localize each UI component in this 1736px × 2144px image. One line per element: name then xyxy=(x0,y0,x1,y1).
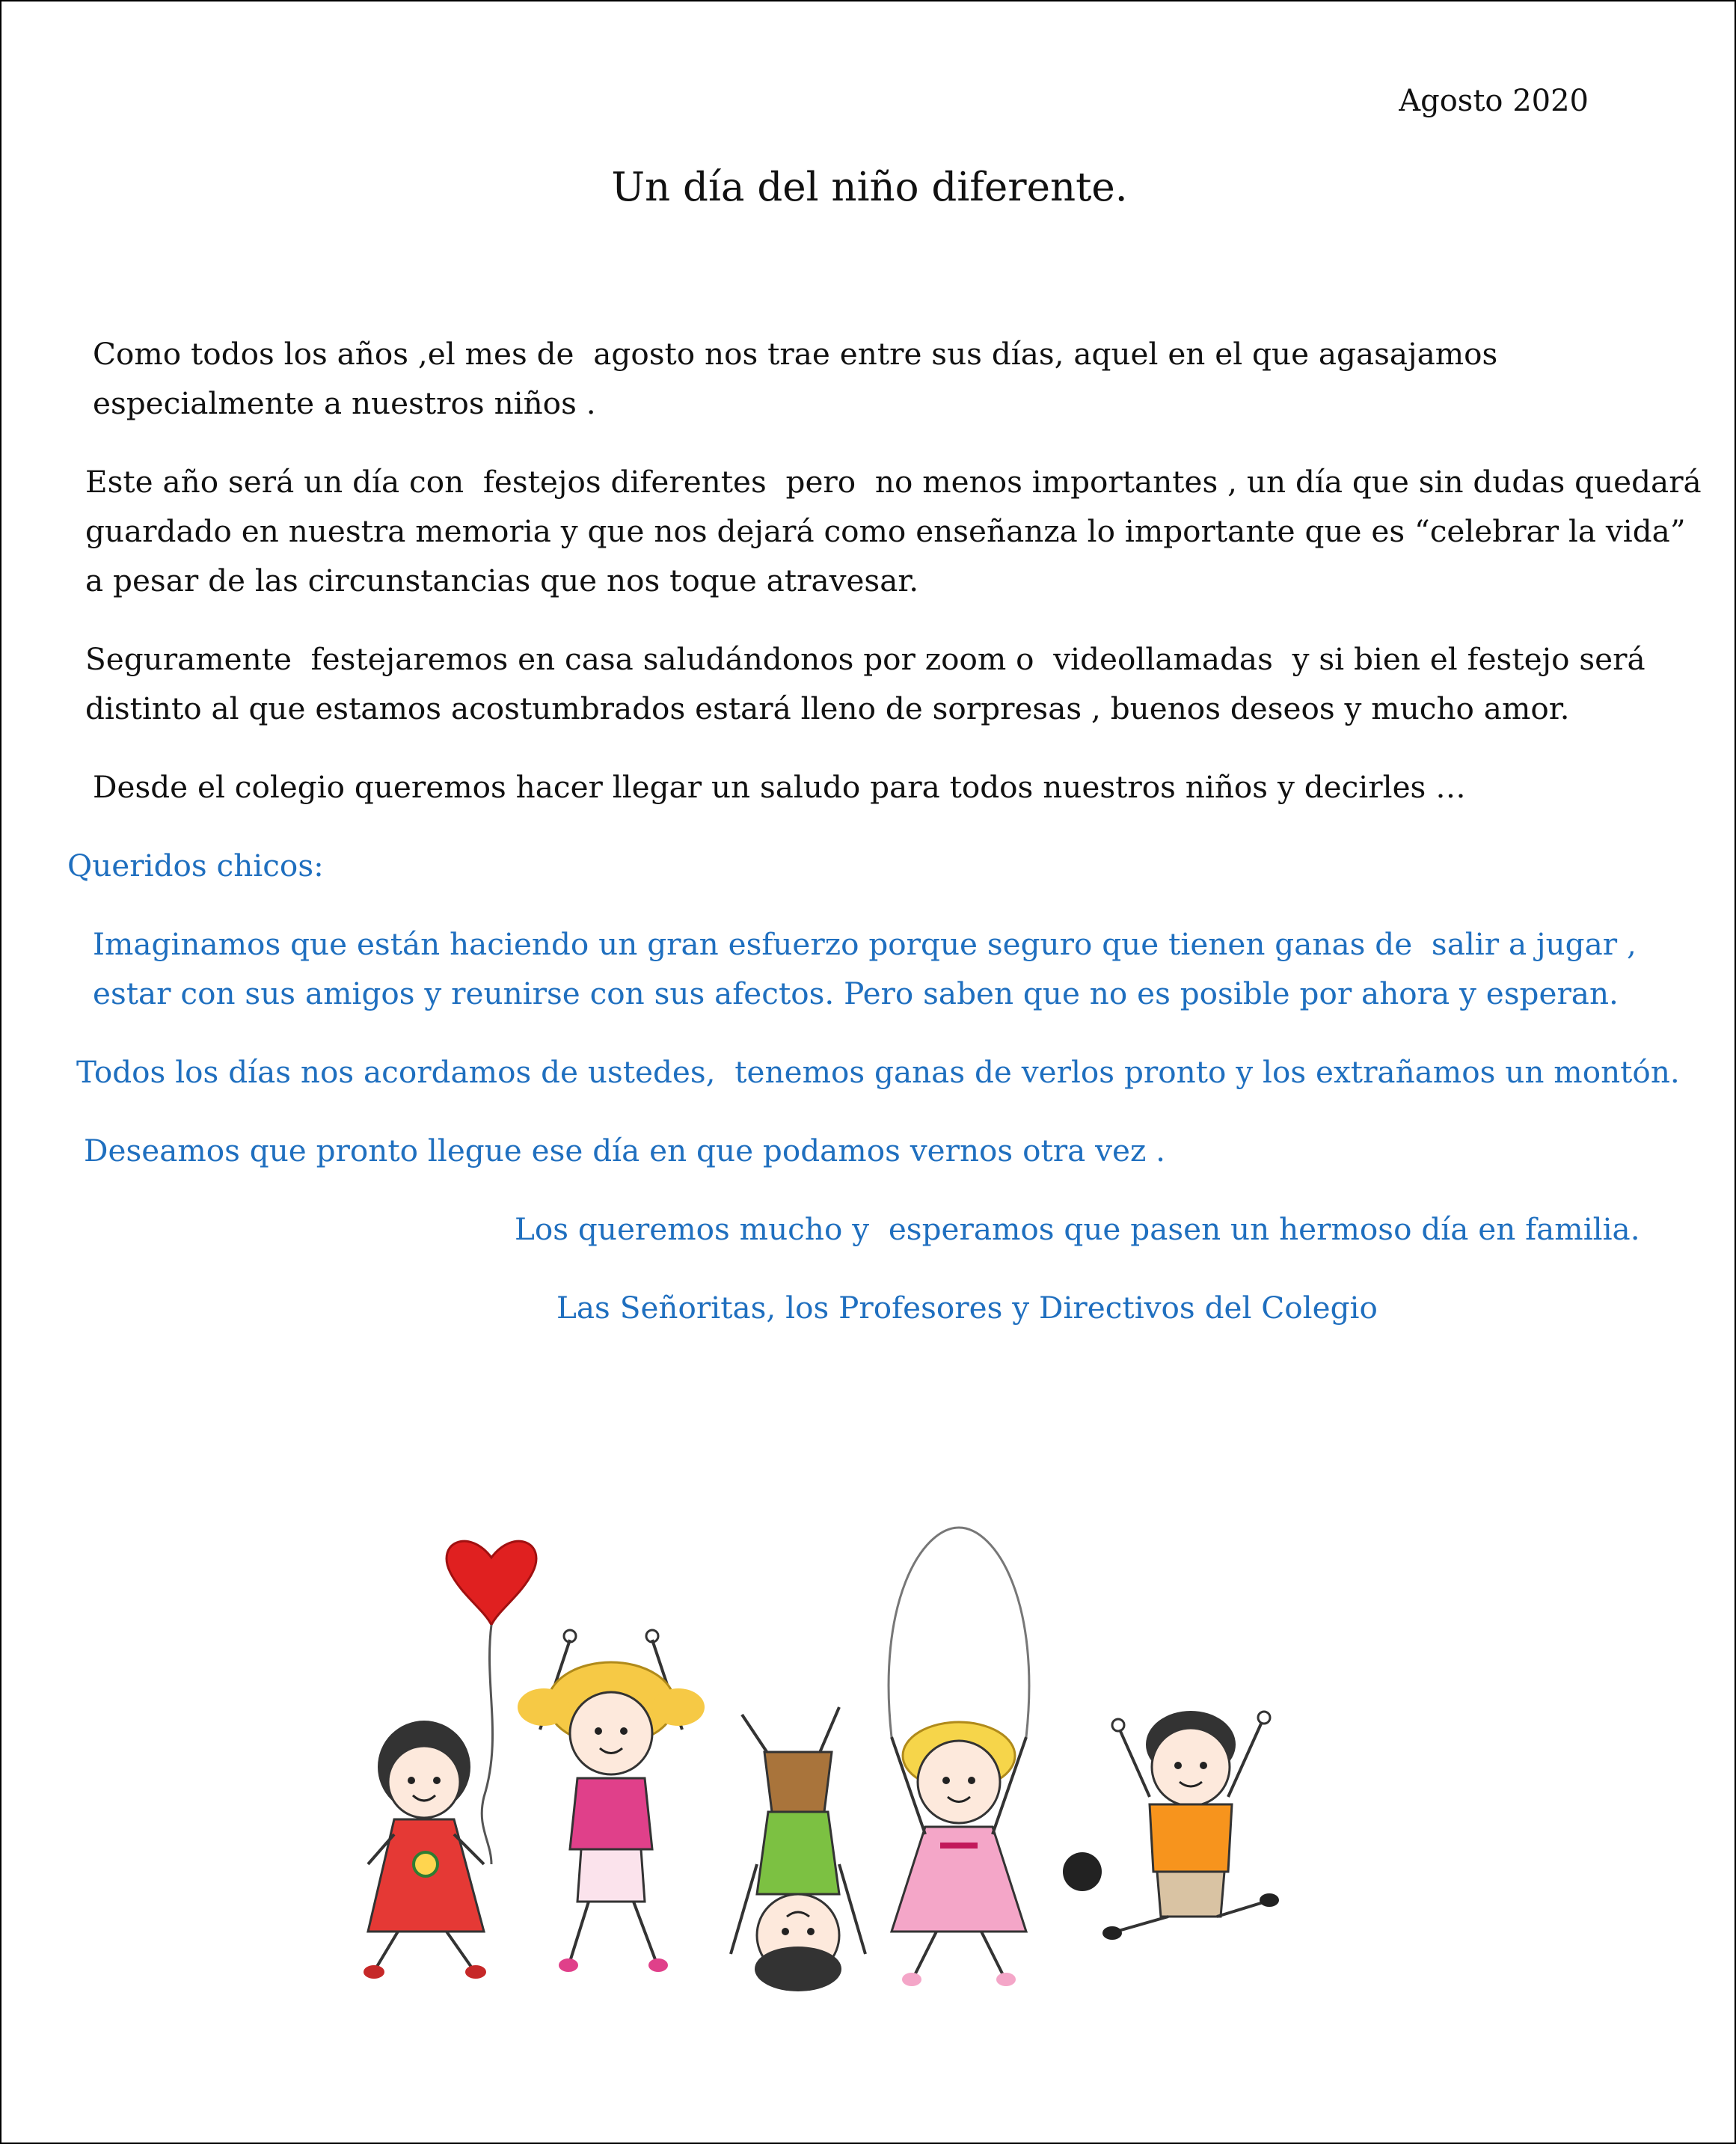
letter-paragraph: Imaginamos que están haciendo un gran esfuerzo porque seguro que tienen ganas de salir a jugar , estar con sus amigos y reunirse con sus afectos. Pero saben que no es posible por ahora y esperan. xyxy=(93,926,1646,1011)
girl-with-balloon xyxy=(364,1541,536,1979)
girl-with-pigtails xyxy=(518,1630,705,1972)
boy-upside-down xyxy=(731,1707,865,1991)
paragraph-this-year: Este año será un día con festejos diferentes pero no menos importantes , un día que sin dudas quedará guardado en nuestra memoria y que nos dejará como enseñanza lo importante que es “celebrar la vida” a pesar de las circunstancias que nos toque atravesar. xyxy=(85,464,1711,598)
jump-rope xyxy=(889,1528,1029,1737)
pink-shirt xyxy=(570,1778,652,1849)
ball xyxy=(1063,1852,1102,1891)
orange-shirt xyxy=(1150,1804,1232,1872)
document-date: Agosto 2020 xyxy=(1399,84,1589,118)
green-shirt xyxy=(757,1812,839,1894)
girl-with-jump-rope xyxy=(889,1528,1029,1986)
letter-signature: Las Señoritas, los Profesores y Directivos del Colegio xyxy=(556,1290,1378,1326)
paragraph-greeting-intro: Desde el colegio queremos hacer llegar un saludo para todos nuestros niños y decirles … xyxy=(93,769,1466,805)
letter-closing: Los queremos mucho y esperamos que pasen un hermoso día en familia. xyxy=(515,1211,1640,1247)
document-body xyxy=(67,329,1713,1362)
children-playing-illustration xyxy=(323,1513,1445,2021)
letter-greeting: Queridos chicos: xyxy=(67,848,324,883)
paragraph-intro: Como todos los años ,el mes de agosto nos trae entre sus días, aquel en el que agasajamos especialmente a nuestros niños . xyxy=(93,336,1508,421)
boy-kicking-ball xyxy=(1063,1711,1279,1940)
paragraph-celebration: Seguramente festejaremos en casa saludándonos por zoom o videollamadas y si bien el festejo será distinto al que estamos acostumbrados estará lleno de sorpresas , buenos deseos y mucho amor. xyxy=(85,641,1655,726)
heart-balloon xyxy=(447,1541,536,1625)
letter-paragraph: Todos los días nos acordamos de ustedes, tenemos ganas de verlos pronto y los extrañamos un montón. xyxy=(76,1054,1680,1090)
girl-face xyxy=(388,1746,460,1818)
balloon-string xyxy=(482,1625,492,1864)
letter-paragraph: Deseamos que pronto llegue ese día en que podamos vernos otra vez . xyxy=(84,1133,1166,1169)
document-title: Un día del niño diferente. xyxy=(611,165,1128,210)
